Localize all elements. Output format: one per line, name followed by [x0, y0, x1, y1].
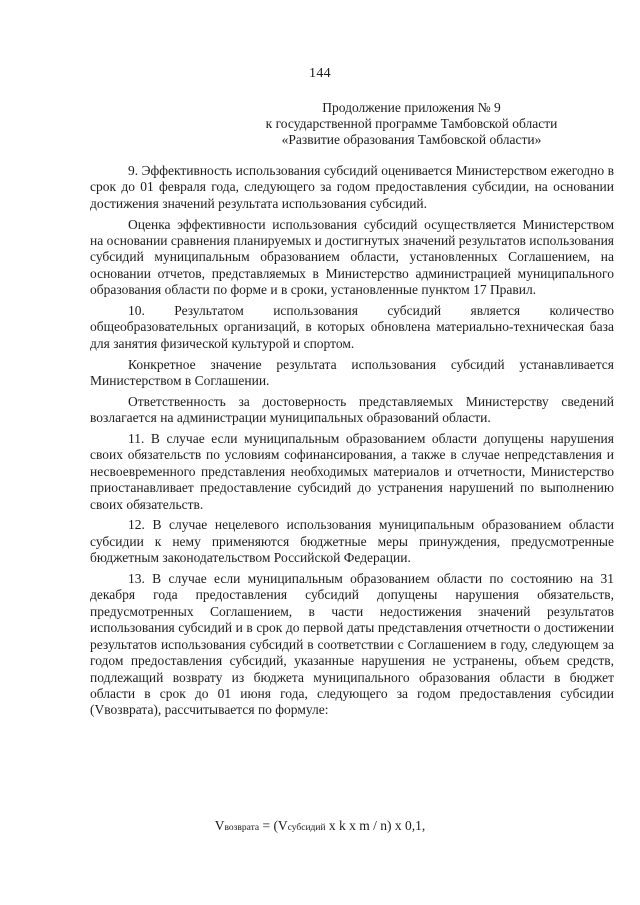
refund-formula	[0, 818, 640, 834]
formula-lhs-symbol: V	[214, 818, 225, 833]
paragraph-13: 13. В случае если муниципальным образованием области по состоянию на 31 декабря года предоставления субсидий допущены нарушения обязательств, предусмотренных Соглашением, в части недостижения значений результатов использования субсидий и в срок до первой даты представления отчетности о достижении результатов использования субсидий в соответствии с Соглашением в году, следующем за годом предоставления субсидий, указанные нарушения не устранены, объем средств, подлежащий возврату из бюджета муниципального образования области в бюджет области в срок до 01 июня года, следующего за годом предоставления субсидии (Vвозврата), рассчитывается по формуле:	[90, 571, 614, 718]
appendix-header	[220, 100, 603, 148]
paragraph-12: 12. В случае нецелевого использования муниципальным образованием области субсидии к нему применяются бюджетные меры принуждения, предусмотренные бюджетным законодательством Российской Федерации.	[90, 517, 614, 566]
paragraph-10: 10. Результатом использования субсидий является количество общеобразовательных организаций, в которых обновлена материально-техническая база для занятия физической культурой и спортом.	[90, 303, 614, 351]
appendix-header-line-1: Продолжение приложения № 9	[322, 100, 501, 115]
page-number: 144	[309, 66, 331, 81]
appendix-header-line-2: к государственной программе Тамбовской области	[265, 116, 558, 131]
paragraph-9: 9. Эффективность использования субсидий оценивается Министерством ежегодно в срок до 01 февраля года, следующего за годом предоставления субсидии, на основании достижения значений результата использования субсидий.	[90, 163, 614, 211]
appendix-header-line-3: «Развитие образования Тамбовской области»	[281, 132, 542, 147]
paragraph-efficiency-assessment: Оценка эффективности использования субсидий осуществляется Министерством на основании сравнения планируемых и достигнутых значений результатов использования субсидий муниципальным образованием области, установленных Соглашением, на основании отчетов, представляемых в Министерство администрацией муниципального образования области по форме и в сроки, установленные пунктом 17 Правил.	[90, 216, 614, 298]
paragraph-result-value: Конкретное значение результата использования субсидий устанавливается Министерством в Соглашении.	[90, 356, 614, 389]
formula-lhs-subscript: возврата	[224, 823, 260, 833]
formula-middle-2: x k x m / n) x 0,1,	[325, 818, 426, 833]
paragraph-responsibility: Ответственность за достоверность представляемых Министерству сведений возлагается на администрации муниципальных образований области.	[90, 393, 614, 426]
formula-subsidy-subscript: субсидий	[287, 823, 326, 833]
paragraph-11: 11. В случае если муниципальным образованием области допущены нарушения своих обязательств по условиям софинансирования, а также в случае непредставления и несвоевременного представления необходимых материалов и отчетности, Министерство приостанавливает предоставление субсидий до устранения нарушений по выполнению своих обязательств.	[90, 431, 614, 512]
formula-middle-1: = (V	[259, 818, 288, 833]
body-text	[90, 163, 614, 723]
